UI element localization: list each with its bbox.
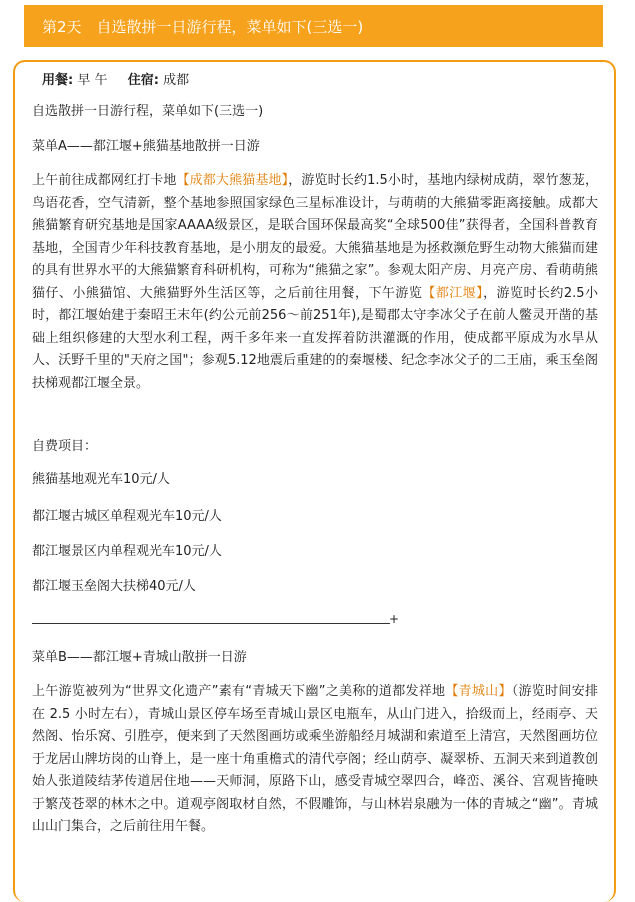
- divider-end-mark: +: [389, 612, 400, 626]
- self-pay-label: 自费项目：: [32, 439, 98, 454]
- self-pay-item: 都江堰玉垒阁大扶梯40元/人: [32, 579, 196, 594]
- self-pay-item: 熊猫基地观光车10元/人: [32, 472, 170, 487]
- menu-b-description: 上午游览被列为“世界文化遗产”素有“青城天下幽”之美称的道都发祥地【青城山】（游览时间安排在 2.5 小时左右），青城山景区停车场至青城山景区电瓶车，从山门进入，拾级而上，经雨亭、天然阁、怡乐窝、引胜亭，便来到了天然图画坊或乘坐游船经月城湖和索道至上清宫，天然图画坊位于龙居山牌坊岗的山脊上，是一座十角重檐式的清代亭阁；经山荫亭、凝翠桥、五洞天来到道教创始人张道陵结茅传道居住地——天师洞，原路下山，感受青城空翠四合，峰峦、溪谷、宫观皆掩映于繁茂苍翠的林木之中。道观亭阁取材自然，不假雕饰，与山林岩泉融为一体的青城之“幽”。青城山山门集合，之后前往用午餐。: [32, 684, 598, 834]
- self-pay-item: 都江堰古城区单程观光车10元/人: [32, 509, 222, 524]
- intro-text: 自选散拼一日游行程，菜单如下(三选一): [32, 104, 264, 119]
- menu-a-title: 菜单A——都江堰+熊猫基地散拼一日游: [32, 139, 260, 154]
- section-divider: [32, 623, 390, 624]
- highlight-qingcheng: 【青城山】: [445, 684, 512, 699]
- menu-b-title: 菜单B——都江堰+青城山散拼一日游: [32, 650, 247, 665]
- stay-value: 成都: [163, 73, 190, 88]
- meal-value: 早 午: [77, 73, 108, 88]
- stay-label: 住宿:: [127, 73, 159, 88]
- meal-stay-info: [42, 69, 189, 88]
- self-pay-item: 都江堰景区内单程观光车10元/人: [32, 544, 222, 559]
- menu-a-description: 上午前往成都网红打卡地【成都大熊猫基地】，游览时长约1.5小时，基地内绿树成荫，翠竹葱茏，鸟语花香，空气清新，整个基地参照国家绿色三星标准设计，与萌萌的大熊猫零距离接触。成都大熊猫繁育研究基地是国家AAAA级景区，是联合国环保最高奖“全球500佳”获得者，全国科普教育基地，全国青少年科技教育基地，是小朋友的最爱。大熊猫基地是为拯救濒危野生动物大熊猫而建的具有世界水平的大熊猫繁育科研机构，可称为“熊猫之家”。参观太阳产房、月亮产房、看萌萌熊猫仔、小熊猫馆、大熊猫野外生活区等，之后前往用餐，下午游览【都江堰】，游览时长约2.5小时，都江堰始建于秦昭王末年(约公元前256～前251年),是蜀郡太守李冰父子在前人鳖灵开凿的基础上组织修建的大型水利工程，两千多年来一直发挥着防洪灌溉的作用，使成都平原成为水旱从人、沃野千里的"天府之国"；参观5.12地震后重建的的秦堰楼、纪念李冰父子的二王庙，乘玉垒阁扶梯观都江堰全景。: [32, 173, 598, 391]
- highlight-dujiangyan: 【都江堰】: [422, 285, 484, 301]
- meal-label: 用餐:: [42, 73, 74, 88]
- day-title: 第2天 自选散拼一日游行程，菜单如下(三选一): [42, 18, 364, 36]
- highlight-panda-base: 【成都大熊猫基地】: [176, 173, 289, 188]
- day-header: [24, 5, 603, 47]
